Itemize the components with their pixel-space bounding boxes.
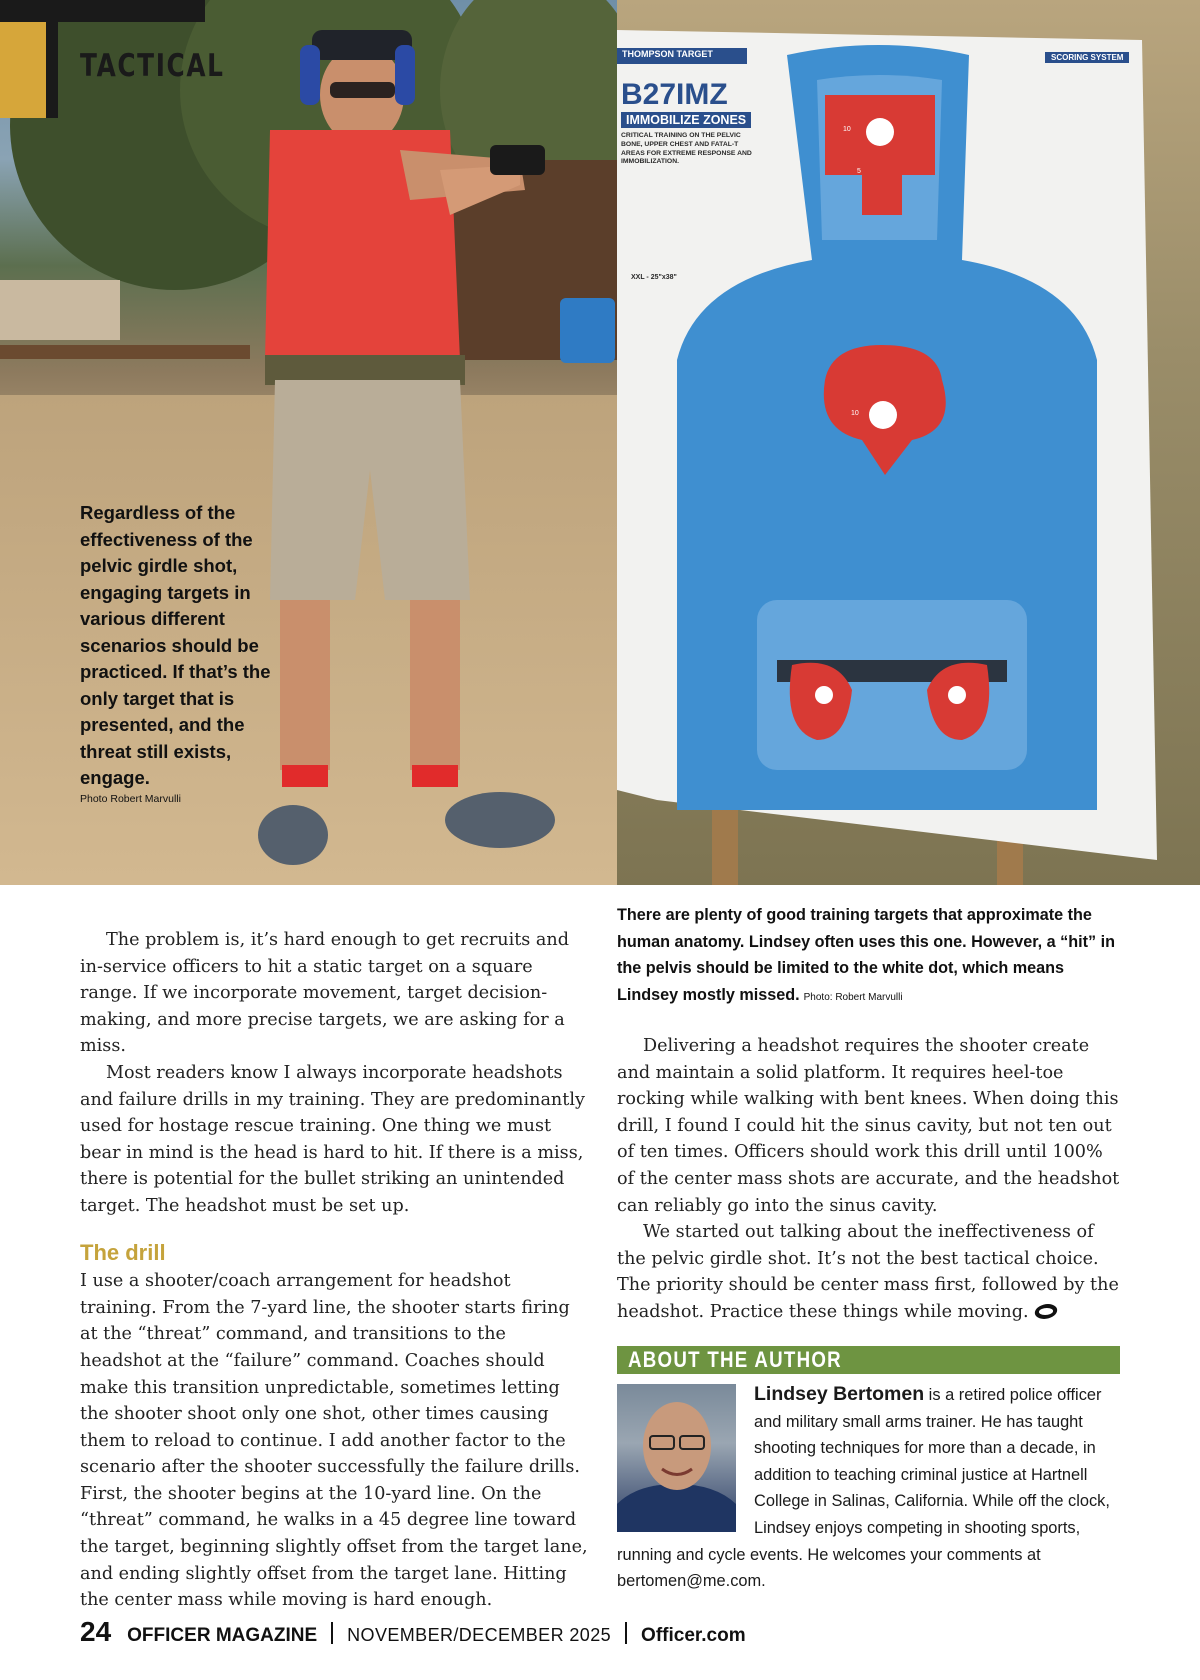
issue-date: NOVEMBER/DECEMBER 2025	[347, 1625, 612, 1645]
target-size: XXL - 25"x38"	[631, 274, 677, 281]
target-subtitle: IMMOBILIZE ZONES	[621, 112, 751, 128]
author-bio-text: is a retired police officer and military small arms trainer. He has taught shooting techniques for more than a decade, in addition to teaching criminal justice at Hartnell College in Salinas, California. While off the clock, Lindsey enjoys competing in shooting sports, running and cycle events. He welcomes your comments at bertomen@me.com.	[617, 1386, 1110, 1591]
target-brand: THOMPSON TARGET	[622, 49, 713, 59]
photo-caption-right	[617, 902, 1117, 1011]
page-footer	[80, 1616, 746, 1648]
paragraph-text: We started out talking about the ineffectiveness of the pelvic girdle shot. It’s not the best tactical choice. The priority should be center mass first, followed by the headshot. Practice these things while moving.	[617, 1222, 1119, 1322]
zone-label-head: 10	[843, 126, 851, 133]
article-column-right	[617, 1033, 1122, 1326]
caption-text: Regardless of the effectiveness of the pelvic girdle shot, engaging targets in various different scenarios should be practiced. If that’s the only target that is presented, and the threat still exists, engage.	[80, 502, 271, 788]
article-column-left	[80, 927, 590, 1614]
paragraph: I use a shooter/coach arrangement for headshot training. From the 7-yard line, the shooter starts firing at the “threat” command, and transitions to the headshot at the “failure” command. Coaches should make this transition unpredictable, sometimes letting the shooter shoot only one shot, other times causing them to reload to continue. I add another factor to the scenario after the shooter successfully the failure drills. First, the shooter begins at the 10-yard line. On the “threat” command, he walks in a 45 degree line toward the target, beginning slightly offset from the target lane, and ending slightly offset from the target lane. Hitting the center mass while moving is hard enough.	[80, 1271, 588, 1611]
photo-caption-left	[80, 500, 280, 806]
photo-credit: Photo Robert Marvulli	[80, 792, 181, 805]
about-author-title: ABOUT THE AUTHOR	[628, 1347, 842, 1372]
zone-label-chest: 10	[851, 410, 859, 417]
section-heading: The drill	[80, 1239, 166, 1265]
paragraph: The problem is, it’s hard enough to get recruits and in-service officers to hit a static target on a square range. If we incorporate movement, target decision-making, and more precise targets, we are asking for a miss.	[80, 930, 570, 1057]
target-description: CRITICAL TRAINING ON THE PELVIC BONE, UPPER CHEST AND FATAL-T AREAS FOR EXTREME RESPONSE AND IMMOBILIZATION.	[621, 132, 752, 166]
paragraph: Most readers know I always incorporate headshots and failure drills in my training. They are predominantly used for hostage rescue training. One thing we must bear in mind is the head is hard to hit. If there is a miss, there is potential for the bullet striking an unintended target. The headshot must be set up.	[80, 1062, 585, 1216]
scoring-system-label: SCORING SYSTEM	[1045, 52, 1129, 63]
zone-label-head-outer: 5	[857, 168, 861, 175]
author-name: Lindsey Bertomen	[754, 1383, 925, 1405]
target-model: B27IMZ	[621, 78, 728, 111]
website-link[interactable]: Officer.com	[641, 1625, 746, 1646]
caption-text: There are plenty of good training targets that approximate the human anatomy. Lindsey often uses this one. However, a “hit” in the pelvis should be limited to the white dot, which means Lindsey mostly missed.	[617, 906, 1116, 1004]
photo-credit: Photo: Robert Marvulli	[803, 991, 903, 1003]
footer-divider	[625, 1622, 627, 1644]
paragraph	[617, 1219, 1122, 1325]
author-bio	[617, 1381, 1120, 1595]
paragraph: Delivering a headshot requires the shooter create and maintain a solid platform. It requires heel-toe rocking while walking with bent knees. When doing this drill, I found I could hit the sinus cavity, but not ten out of ten times. Officers should work this drill until 100% of the center mass shots are accurate, and the headshot can reliably go into the sinus cavity.	[617, 1036, 1120, 1216]
magazine-name: OFFICER MAGAZINE	[127, 1625, 318, 1646]
page-number: 24	[80, 1616, 112, 1647]
footer-divider	[331, 1622, 333, 1644]
end-of-article-icon	[1033, 1304, 1059, 1319]
section-label: TACTICAL	[80, 48, 225, 84]
target-photo	[617, 0, 1200, 885]
